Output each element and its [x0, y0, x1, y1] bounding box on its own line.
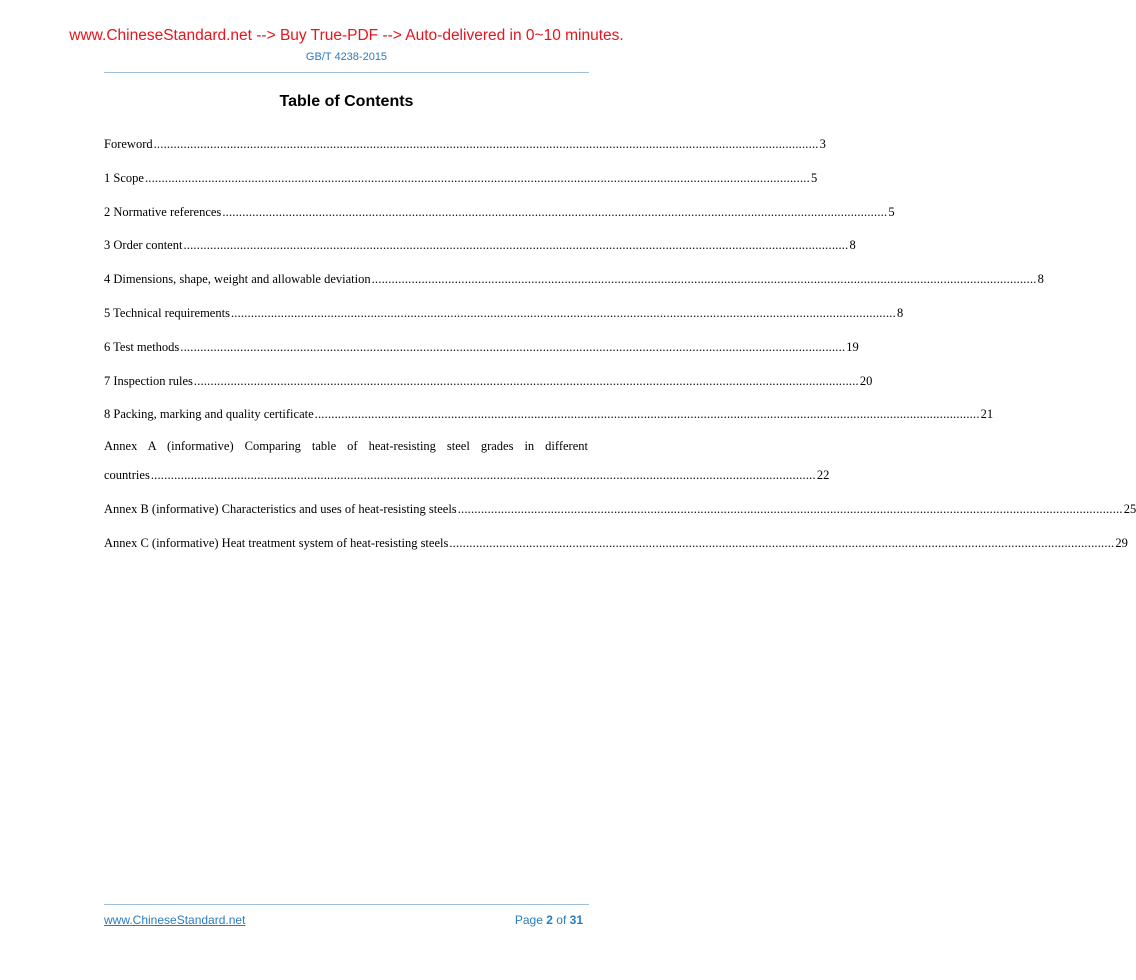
toc-entry-page: 20	[859, 373, 873, 388]
toc-entry-label: 8 Packing, marking and quality certificate	[104, 407, 314, 422]
footer-divider	[104, 904, 589, 905]
toc-leader-dots: ........................................................................................................................................................................................................	[180, 339, 846, 354]
toc-leader-dots: ........................................................................................................................................................................................................	[449, 535, 1115, 550]
toc-entry-label: Annex C (informative) Heat treatment system of heat-resisting steels	[104, 535, 449, 550]
promo-banner[interactable]: www.ChineseStandard.net --> Buy True-PDF --> Auto-delivered in 0~10 minutes.	[69, 27, 624, 44]
footer-site-link[interactable]: www.ChineseStandard.net	[104, 913, 246, 927]
toc-entry-label: 7 Inspection rules	[104, 373, 193, 388]
toc-entry-page: 8	[896, 305, 904, 320]
toc-entry-annex-a[interactable]	[104, 436, 830, 483]
toc-leader-dots: ........................................................................................................................................................................................................	[371, 272, 1037, 287]
page-total: 31	[569, 913, 583, 927]
toc-entry-annex-b[interactable]	[104, 497, 1136, 517]
page-current: 2	[546, 913, 553, 927]
toc-entry-page: 8	[849, 238, 856, 253]
toc-leader-dots: ........................................................................................................................................................................................................	[150, 468, 816, 483]
toc-entry-dimensions[interactable]	[104, 267, 1044, 287]
toc-leader-dots: ........................................................................................................................................................................................................	[183, 238, 849, 253]
toc-entry-page: 8	[1037, 272, 1044, 287]
table-of-contents	[104, 132, 1136, 565]
toc-entry-foreword[interactable]	[104, 132, 826, 152]
toc-leader-dots: ........................................................................................................................................................................................................	[153, 137, 819, 151]
toc-entry-label: 2 Normative references	[104, 204, 222, 219]
toc-leader-dots: ........................................................................................................................................................................................................	[230, 305, 896, 320]
toc-leader-dots: ........................................................................................................................................................................................................	[193, 373, 859, 388]
toc-entry-label: Foreword	[104, 137, 153, 151]
toc-entry-technical-requirements[interactable]	[104, 301, 904, 321]
toc-entry-label: 3 Order content	[104, 238, 183, 253]
page-indicator	[515, 913, 583, 927]
toc-entry-test-methods[interactable]	[104, 335, 859, 355]
toc-entry-label: 4 Dimensions, shape, weight and allowable deviation	[104, 272, 371, 287]
toc-entry-label: Annex B (informative) Characteristics and uses of heat-resisting steels	[104, 501, 457, 516]
toc-entry-page: 29	[1115, 535, 1128, 550]
toc-leader-dots: ........................................................................................................................................................................................................	[144, 170, 810, 185]
page-separator: of	[556, 913, 567, 927]
toc-leader-dots: ........................................................................................................................................................................................................	[314, 407, 980, 422]
toc-entry-page: 19	[846, 339, 859, 354]
toc-entry-packing[interactable]	[104, 402, 994, 422]
toc-entry-scope[interactable]	[104, 166, 818, 186]
header-divider	[104, 72, 589, 73]
toc-entry-page: 5	[888, 204, 895, 219]
toc-entry-inspection-rules[interactable]	[104, 369, 873, 389]
page-prefix: Page	[514, 913, 543, 927]
toc-entry-page: 21	[980, 407, 994, 422]
toc-entry-page: 3	[819, 137, 826, 151]
toc-entry-label: Annex A (informative) Comparing table of heat-resisting steel grades in different	[104, 439, 588, 454]
toc-entry-label: 6 Test methods	[104, 339, 180, 354]
toc-leader-dots: ........................................................................................................................................................................................................	[457, 501, 1123, 516]
page-title: Table of Contents	[279, 93, 414, 110]
toc-entry-label: 5 Technical requirements	[104, 305, 230, 320]
toc-entry-order-content[interactable]	[104, 233, 856, 253]
toc-entry-label-continued: countries	[104, 468, 150, 483]
toc-entry-page: 5	[810, 170, 818, 185]
toc-entry-annex-c[interactable]	[104, 531, 1128, 551]
toc-entry-page: 25	[1123, 501, 1136, 516]
toc-entry-page: 22	[816, 468, 830, 483]
document-id: GB/T 4238-2015	[305, 51, 388, 63]
toc-leader-dots: ........................................................................................................................................................................................................	[222, 204, 888, 219]
toc-entry-label: 1 Scope	[104, 170, 144, 185]
toc-entry-normative-references[interactable]	[104, 200, 895, 220]
